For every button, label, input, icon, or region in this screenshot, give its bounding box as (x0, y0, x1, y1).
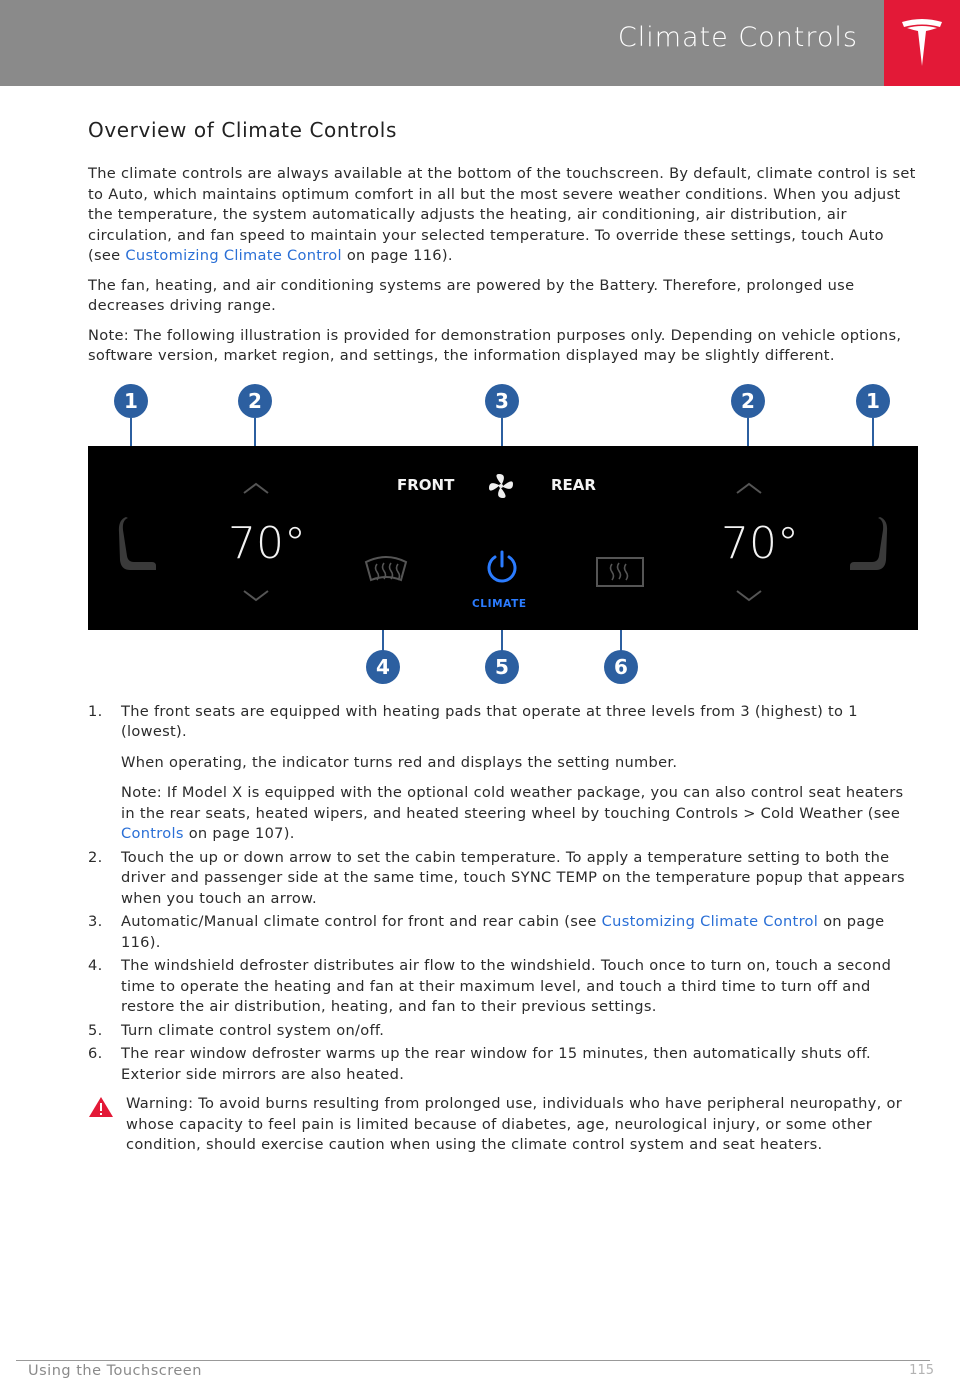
battery-paragraph: The fan, heating, and air conditioning systems are powered by the Battery. Therefore, prolonged use decreases driving range. (88, 276, 855, 314)
temp-up-right-chevron-icon[interactable] (736, 482, 762, 494)
warning-triangle-icon (88, 1096, 114, 1118)
list-item-text: The windshield defroster distributes air flow to the windshield. Touch once to turn on, touch a second time to operate the heating and fan at their maximum level, and touch a third time to turn off and restore the air distribution, heating, and fan to their previous settings. (121, 957, 892, 1015)
list-number: 2. (88, 848, 103, 866)
customizing-climate-link[interactable]: Customizing Climate Control (601, 913, 819, 930)
list-item-text: Automatic/Manual climate control for front and rear cabin (see (121, 913, 602, 930)
tesla-logo (884, 0, 960, 86)
list-item-text-end: on page 116). (121, 913, 885, 951)
climate-controls-illustration (88, 384, 918, 684)
callout-1-left: 1 (114, 384, 148, 418)
callout-5: 5 (485, 650, 519, 684)
list-item-text: Touch the up or down arrow to set the cabin temperature. To apply a temperature setting to both the driver and passenger side at the same time, touch SYNC TEMP on the temperature popup that appears when you touch an arrow. (121, 848, 905, 907)
temp-up-left-chevron-icon[interactable] (243, 482, 269, 494)
list-item-text: Turn climate control system on/off. (121, 1021, 385, 1039)
seat-heater-right-icon[interactable] (848, 516, 888, 574)
section-heading: Overview of Climate Controls (88, 118, 397, 142)
list-number: 6. (88, 1045, 103, 1062)
leader-line (254, 418, 256, 446)
list-number: 3. (88, 913, 103, 930)
climate-panel (88, 446, 918, 630)
callout-3: 3 (485, 384, 519, 418)
callout-1-right: 1 (856, 384, 890, 418)
windshield-defrost-icon[interactable] (363, 554, 409, 590)
list-item (88, 1044, 918, 1085)
list-item (88, 848, 918, 910)
temp-left: 70° (228, 517, 306, 569)
temp-right: 70° (721, 517, 799, 569)
list-item-text: The rear window defroster warms up the rear window for 15 minutes, then automatically shuts off. Exterior side mirrors are also heated. (121, 1045, 871, 1083)
fan-icon[interactable] (487, 472, 515, 500)
callout-6: 6 (604, 650, 638, 684)
leader-line (620, 630, 622, 652)
rear-label[interactable]: REAR (551, 475, 596, 494)
callout-4: 4 (366, 650, 400, 684)
rear-defrost-icon[interactable] (595, 556, 645, 588)
leader-line (130, 418, 132, 446)
list-number: 5. (88, 1021, 103, 1039)
intro-text: The climate controls are always available at the bottom of the touchscreen. By default, climate control is set to Auto, which maintains optimum comfort in all but the most severe weather conditions. When you adjust the temperature, the system automatically adjusts the heating, air conditioning, air distribution, air circulation, and fan speed to maintain your selected temperature. To override these settings, touch Auto (see (88, 165, 916, 264)
list-number: 1. (88, 702, 103, 720)
leader-line (382, 630, 384, 652)
temp-down-left-chevron-icon[interactable] (243, 590, 269, 602)
list-item (88, 956, 918, 1018)
warning-text: Warning: To avoid burns resulting from prolonged use, individuals who have peripheral neuropathy, or whose capacity to feel pain is limited because of diabetes, age, neurological injury, or some other condition, should exercise caution when using the climate control system and seat heaters. (126, 1095, 903, 1153)
list-item (88, 912, 918, 953)
page-header-title: Climate Controls (617, 22, 858, 53)
list-item (88, 702, 918, 845)
leader-line (501, 418, 503, 446)
main-content (88, 118, 918, 1156)
list-number: 4. (88, 957, 103, 974)
leader-line (872, 418, 874, 446)
numbered-list (88, 702, 918, 1086)
footer-divider (16, 1360, 930, 1361)
intro-text-end: on page 116). (341, 247, 453, 264)
climate-power-icon[interactable] (484, 549, 520, 585)
leader-line (747, 418, 749, 446)
callout-2-left: 2 (238, 384, 272, 418)
controls-link[interactable]: Controls (121, 825, 184, 842)
note-text-end: on page 107). (183, 825, 295, 842)
page-number: 115 (909, 1363, 934, 1378)
list-item-text: The front seats are equipped with heating pads that operate at three levels from 3 (highest) to 1 (lowest). (121, 702, 858, 740)
list-item-note (121, 783, 918, 845)
tesla-logo-icon (899, 18, 945, 68)
note-text: Note: If Model X is equipped with the optional cold weather package, you can also control seat heaters in the rear seats, heated wipers, and heated steering wheel by touching Controls > Cold Weather (see (121, 784, 904, 822)
note-paragraph: Note: The following illustration is provided for demonstration purposes only. Depending on vehicle options, software version, market region, and settings, the information displayed may be slightly different. (88, 326, 902, 364)
seat-heater-left-icon[interactable] (118, 516, 158, 574)
intro-paragraph (88, 164, 918, 267)
warning-block (88, 1094, 918, 1156)
temp-down-right-chevron-icon[interactable] (736, 590, 762, 602)
customizing-climate-link[interactable]: Customizing Climate Control (125, 247, 342, 264)
footer-section-name: Using the Touchscreen (28, 1363, 202, 1379)
leader-line (501, 630, 503, 652)
list-item (88, 1021, 918, 1042)
climate-label: CLIMATE (472, 597, 527, 610)
front-label[interactable]: FRONT (397, 475, 455, 494)
callout-2-right: 2 (731, 384, 765, 418)
list-item-subtext: When operating, the indicator turns red and displays the setting number. (121, 753, 678, 771)
